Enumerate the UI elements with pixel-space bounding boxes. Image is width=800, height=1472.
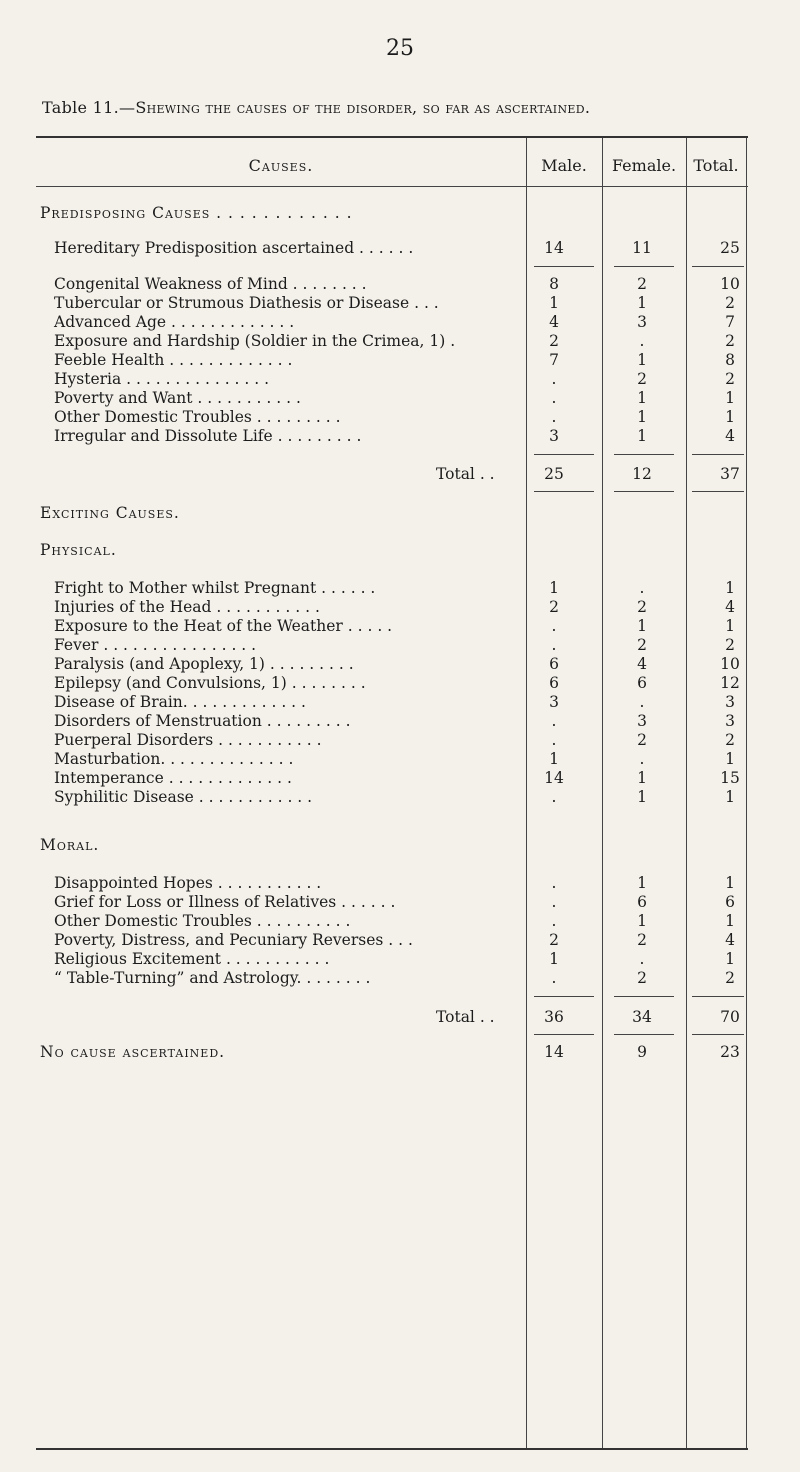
total-value: 2 <box>725 636 735 654</box>
row-label: Feeble Health . . . . . . . . . . . . . <box>54 351 293 369</box>
female-value: 1 <box>637 769 647 787</box>
total-label: Total . . <box>436 465 495 483</box>
female-value: 4 <box>637 655 647 673</box>
grand-total: 37 <box>720 465 740 483</box>
male-value: 7 <box>549 351 559 369</box>
row-label: Tubercular or Strumous Diathesis or Disease . . . <box>54 294 439 312</box>
male-value: . <box>551 370 557 388</box>
table-caption-prefix: Table 11.— <box>42 98 136 117</box>
total-value: 2 <box>725 294 735 312</box>
male-value: . <box>551 874 557 892</box>
female-value: 1 <box>637 427 647 445</box>
row-label: Religious Excitement . . . . . . . . . . . <box>54 950 330 968</box>
female-value: . <box>639 332 645 350</box>
total-value: 3 <box>725 712 735 730</box>
total-value: 7 <box>725 313 735 331</box>
total-value: 8 <box>725 351 735 369</box>
male-value: 1 <box>549 950 559 968</box>
row-label: Poverty and Want . . . . . . . . . . . <box>54 389 301 407</box>
total-value: 1 <box>725 750 735 768</box>
male-value: . <box>551 969 557 987</box>
female-value: 6 <box>637 893 647 911</box>
total-value: 10 <box>720 655 740 673</box>
moral-section <box>36 136 748 906</box>
page-number: 25 <box>386 36 414 61</box>
female-value: . <box>639 579 645 597</box>
male-value: 8 <box>549 275 559 293</box>
total-value: 2 <box>725 332 735 350</box>
total-value: 23 <box>720 1043 740 1061</box>
male-value: 1 <box>549 294 559 312</box>
row-label: Fright to Mother whilst Pregnant . . . . . . <box>54 579 376 597</box>
female-value: 1 <box>637 788 647 806</box>
total-value: 2 <box>725 370 735 388</box>
female-value: . <box>639 950 645 968</box>
total-value: 1 <box>725 874 735 892</box>
female-value: . <box>639 750 645 768</box>
male-value: 2 <box>549 332 559 350</box>
female-value: 1 <box>637 408 647 426</box>
male-value: . <box>551 893 557 911</box>
row-label: Syphilitic Disease . . . . . . . . . . . . <box>54 788 313 806</box>
row-label: Injuries of the Head . . . . . . . . . . . <box>54 598 320 616</box>
female-value: 9 <box>637 1043 647 1061</box>
male-value: 14 <box>544 239 564 257</box>
row-label: Disappointed Hopes . . . . . . . . . . . <box>54 874 322 892</box>
male-value: 14 <box>544 1043 564 1061</box>
total-value: 1 <box>725 408 735 426</box>
female-value: 2 <box>637 731 647 749</box>
total-value: 1 <box>725 788 735 806</box>
female-total: 12 <box>632 465 652 483</box>
total-value: 25 <box>720 239 740 257</box>
row-label: “ Table-Turning” and Astrology. . . . . . . . <box>54 969 371 987</box>
female-value: 1 <box>637 294 647 312</box>
subsection-title: Physical. <box>40 541 117 559</box>
female-value: 2 <box>637 275 647 293</box>
row-label: No cause ascertained. <box>40 1043 226 1061</box>
total-value: 1 <box>725 950 735 968</box>
male-value: . <box>551 788 557 806</box>
female-value: 1 <box>637 351 647 369</box>
male-value: 6 <box>549 655 559 673</box>
male-value: 3 <box>549 693 559 711</box>
male-value: . <box>551 731 557 749</box>
row-label: Advanced Age . . . . . . . . . . . . . <box>54 313 295 331</box>
male-value: 1 <box>549 750 559 768</box>
total-value: 4 <box>725 427 735 445</box>
header-total: Total. <box>693 156 739 175</box>
female-value: . <box>639 693 645 711</box>
row-label: Congenital Weakness of Mind . . . . . . . . <box>54 275 367 293</box>
total-value: 2 <box>725 969 735 987</box>
male-total: 36 <box>544 1008 564 1026</box>
row-label: Fever . . . . . . . . . . . . . . . . <box>54 636 257 654</box>
male-value: 4 <box>549 313 559 331</box>
male-total: 25 <box>544 465 564 483</box>
row-label: Hysteria . . . . . . . . . . . . . . . <box>54 370 270 388</box>
total-value: 1 <box>725 389 735 407</box>
section-title: Predisposing Causes . . . . . . . . . . . . <box>40 204 353 222</box>
male-value: 1 <box>549 579 559 597</box>
female-value: 1 <box>637 389 647 407</box>
row-label: Puerperal Disorders . . . . . . . . . . . <box>54 731 322 749</box>
row-label: Other Domestic Troubles . . . . . . . . . <box>54 408 341 426</box>
male-value: 2 <box>549 598 559 616</box>
female-value: 2 <box>637 636 647 654</box>
female-value: 3 <box>637 313 647 331</box>
row-label: Disease of Brain. . . . . . . . . . . . . <box>54 693 306 711</box>
total-value: 1 <box>725 912 735 930</box>
male-value: 2 <box>549 931 559 949</box>
total-value: 12 <box>720 674 740 692</box>
total-value: 1 <box>725 617 735 635</box>
male-value: . <box>551 912 557 930</box>
male-value: . <box>551 636 557 654</box>
female-value: 11 <box>632 239 652 257</box>
male-value: . <box>551 389 557 407</box>
female-value: 2 <box>637 931 647 949</box>
male-value: . <box>551 617 557 635</box>
subsection-title: Moral. <box>40 836 100 854</box>
row-label: Irregular and Dissolute Life . . . . . . . . . <box>54 427 362 445</box>
total-label: Total . . <box>436 1008 495 1026</box>
female-value: 1 <box>637 617 647 635</box>
female-value: 2 <box>637 598 647 616</box>
male-value: 14 <box>544 769 564 787</box>
female-value: 2 <box>637 969 647 987</box>
row-label: Exposure and Hardship (Soldier in the Crimea, 1) . <box>54 332 456 350</box>
total-value: 1 <box>725 579 735 597</box>
male-value: . <box>551 712 557 730</box>
row-label: Intemperance . . . . . . . . . . . . . <box>54 769 292 787</box>
male-value: 6 <box>549 674 559 692</box>
row-label: Hereditary Predisposition ascertained . . . . . . <box>54 239 414 257</box>
total-value: 2 <box>725 731 735 749</box>
header-female: Female. <box>611 156 677 175</box>
total-value: 15 <box>720 769 740 787</box>
male-value: 3 <box>549 427 559 445</box>
table-caption-text: Shewing the causes of the disorder, so far as ascertained. <box>135 98 591 117</box>
header-male: Male. <box>541 156 587 175</box>
total-value: 6 <box>725 893 735 911</box>
row-label: Disorders of Menstruation . . . . . . . . . <box>54 712 351 730</box>
total-value: 4 <box>725 931 735 949</box>
total-value: 4 <box>725 598 735 616</box>
total-value: 3 <box>725 693 735 711</box>
row-label: Exposure to the Heat of the Weather . . . . . <box>54 617 393 635</box>
header-causes: Causes. <box>248 156 314 175</box>
row-label: Grief for Loss or Illness of Relatives . . . . . . <box>54 893 396 911</box>
total-value: 10 <box>720 275 740 293</box>
female-value: 1 <box>637 912 647 930</box>
row-label: Masturbation. . . . . . . . . . . . . . <box>54 750 294 768</box>
female-value: 3 <box>637 712 647 730</box>
table-caption <box>42 98 800 117</box>
row-label: Paralysis (and Apoplexy, 1) . . . . . . . . . <box>54 655 354 673</box>
section-title: Exciting Causes. <box>40 504 180 522</box>
row-label: Other Domestic Troubles . . . . . . . . . . <box>54 912 351 930</box>
row-label: Epilepsy (and Convulsions, 1) . . . . . . . . <box>54 674 366 692</box>
female-value: 6 <box>637 674 647 692</box>
male-value: . <box>551 408 557 426</box>
female-total: 34 <box>632 1008 652 1026</box>
grand-total: 70 <box>720 1008 740 1026</box>
female-value: 2 <box>637 370 647 388</box>
female-value: 1 <box>637 874 647 892</box>
row-label: Poverty, Distress, and Pecuniary Reverses . . . <box>54 931 413 949</box>
